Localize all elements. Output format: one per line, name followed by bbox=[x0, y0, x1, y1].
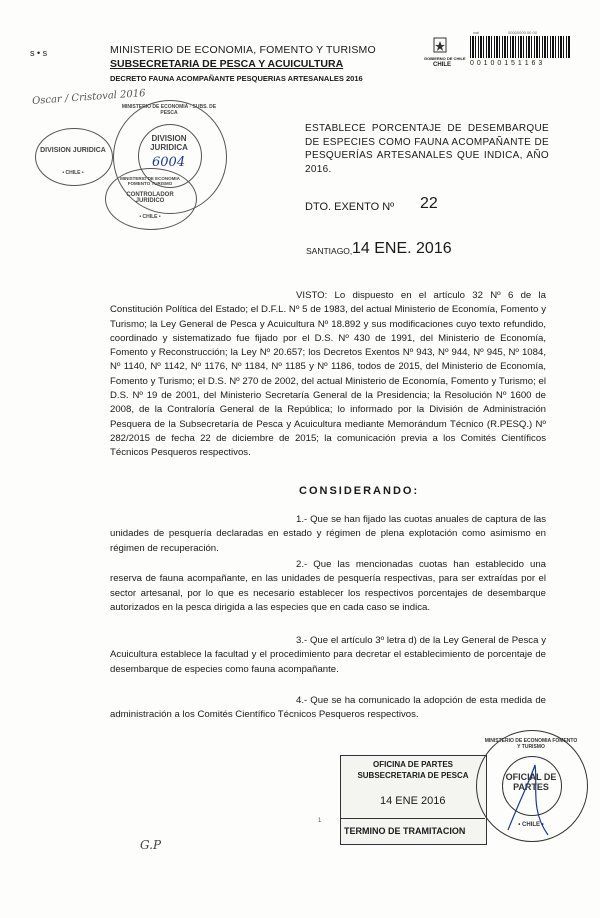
stamp-divider bbox=[340, 818, 485, 819]
termino-label: TERMINO DE TRAMITACION bbox=[344, 826, 466, 836]
gob-chile-country: CHILE bbox=[433, 62, 451, 68]
chile-small-label: • CHILE • bbox=[62, 170, 84, 176]
barcode-label-right: 00000000 00 00 bbox=[508, 30, 537, 35]
considerando-heading: CONSIDERANDO: bbox=[299, 485, 420, 497]
division-juridica-small-label: DIVISION JURIDICA bbox=[40, 147, 106, 154]
considerando-1-text: 1.- Que se han fijado las cuotas anuales de captura de las unidades de pesquería declaradas en estado y régimen de plena explotación como asimismo en régimen de recuperación. bbox=[110, 514, 546, 554]
handwritten-note: Oscar / Cristoval 2016 bbox=[31, 88, 146, 107]
gob-chile-label: GOBIERNO DE CHILE bbox=[424, 56, 466, 61]
considerando-4 bbox=[110, 694, 546, 723]
decree-reference: DECRETO FAUNA ACOMPAÑANTE PESQUERIAS ARTESANALES 2016 bbox=[110, 74, 363, 83]
division-juridica-stamp-small bbox=[35, 128, 113, 186]
decree-title: ESTABLECE PORCENTAJE DE DESEMBARQUE DE ESPECIES COMO FAUNA ACOMPAÑANTE DE PESQUERÍAS ARTESANALES QUE INDICA, AÑO 2016. bbox=[305, 123, 549, 175]
signature-scribble-icon bbox=[500, 760, 560, 840]
decree-date: 14 ENE. 2016 bbox=[352, 240, 452, 257]
barcode-number: 0 0 1 0 0 1 5 1 1 6 3 bbox=[470, 60, 543, 67]
barcode bbox=[470, 36, 570, 58]
oficina-line2: SUBSECRETARIA DE PESCA bbox=[357, 771, 469, 780]
considerando-4-text: 4.- Que se ha comunicado la adopción de esta medida de administración a los Comités Científico Técnicos Pesqueros respectivos. bbox=[110, 695, 546, 721]
oficina-date: 14 ENE 2016 bbox=[380, 795, 446, 807]
chile-mid-label: • CHILE • bbox=[139, 214, 161, 220]
oficina-line1: OFICINA DE PARTES bbox=[372, 760, 453, 769]
ministry-name: MINISTERIO DE ECONOMIA, FOMENTO Y TURISMO bbox=[110, 44, 376, 56]
stamp-ring-text: MINISTERIO DE ECONOMIA · SUBS. DE PESCA bbox=[121, 104, 217, 116]
considerando-3 bbox=[110, 634, 546, 677]
controller-ring-text: MINISTERIO DE ECONOMIA FOMENTO TURISMO bbox=[120, 176, 180, 186]
considerando-2-text: 2.- Que las mencionadas cuotas han establecido una reserva de fauna acompañante, en las unidades de pesquería respectivas, para ser extraídas por el sector artesanal, por lo que es necesario establecer los respectivos porcentajes de desembarque autorizados en la pesca dirigida a las especies que en cada caso se indica. bbox=[110, 559, 546, 613]
decree-label: DTO. EXENTO Nº bbox=[305, 201, 395, 213]
visto-text: VISTO: Lo dispuesto en el artículo 32 Nº 6 de la Constitución Política del Estado; el D.F.L. Nº 5 de 1983, del actual Ministerio de Economía, Fomento y Turismo; la Ley General de Pesca y Acuicultura Nº 18.892 y sus modificaciones cuyo texto refundido, coordinado y sistematizado fue fijado por el D.S. Nº 430 de 1991, del Ministerio de Economía, Fomento y Reconstrucción; la Ley Nº 20.657; los Decretos Exentos Nº 943, Nº 944, Nº 945, Nº 1084, Nº 1140, Nº 1142, Nº 1176, Nº 1184, Nº 1185 y Nº 1186, todos de 2015, del Ministerio de Economía, Fomento y Turismo; el D.S. Nº 270 de 2002, del actual Ministerio de Economía, Fomento y Turismo; el D.S. Nº 19 de 2001, del Ministerio Secretaría General de la Presidencia; la Resolución Nº 1600 de 2008, de la Contraloría General de la República; lo informado por la División de Administración Pesquera de la Subsecretaría de Pesca y Acuicultura mediante Memorándum Técnico (R.PESQ.) Nº 282/2015 de fecha 22 de diciembre de 2015; la comunicación previa a los Comités Científicos Técnicos Pesqueros respectivos. bbox=[110, 290, 546, 459]
signature-number: 6004 bbox=[152, 155, 186, 170]
visto-paragraph bbox=[110, 289, 546, 461]
page-mark: 1 bbox=[318, 818, 322, 824]
barcode-label-left: wal bbox=[473, 30, 480, 35]
round-stamp-top: MINISTERIO DE ECONOMIA FOMENTO Y TURISMO bbox=[484, 738, 578, 750]
handwritten-initials: G.P bbox=[140, 838, 162, 852]
round-stamp-bottom: • CHILE • bbox=[518, 822, 544, 828]
decree-number: 22 bbox=[420, 195, 438, 212]
subsecretaria-name: SUBSECRETARIA DE PESCA Y ACUICULTURA bbox=[110, 58, 344, 70]
considerando-3-text: 3.- Que el artículo 3º letra d) de la Ley General de Pesca y Acuicultura establece la facultad y el procedimiento para decretar el establecimiento de porcentaje de desembarque de especies como fauna acompañante. bbox=[110, 635, 546, 675]
corner-marks: s • s bbox=[30, 48, 48, 58]
considerando-1 bbox=[110, 513, 546, 556]
controller-label: CONTROLADOR JURIDICO bbox=[126, 192, 174, 204]
considerando-2 bbox=[110, 558, 546, 615]
round-stamp-center: OFICIAL DE PARTES bbox=[505, 772, 557, 792]
decree-place: SANTIAGO, bbox=[306, 246, 353, 256]
division-juridica-big-label: DIVISION JURIDICA bbox=[150, 134, 188, 152]
